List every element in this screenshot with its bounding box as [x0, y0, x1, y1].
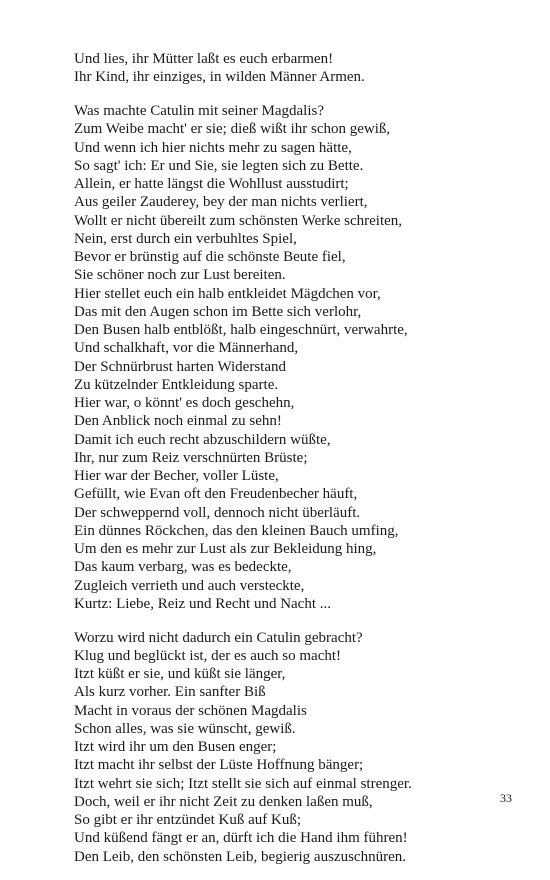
verse-line: Und wenn ich hier nichts mehr zu sagen hätte, — [74, 139, 352, 156]
verse-line: Hier war, o könnt' es doch geschehn, — [74, 395, 295, 411]
verse-line: Wollt er nicht übereilt zum schönsten Werke schreiten, — [74, 212, 403, 229]
verse-line: Worzu wird nicht dadurch ein Catulin gebracht? — [74, 629, 363, 646]
verse-line: Doch, weil er ihr nicht Zeit zu denken laßen muß, — [74, 793, 373, 810]
verse-line: Und lies, ihr Mütter laßt es euch erbarmen! — [74, 51, 334, 67]
verse-line: Hier war der Becher, voller Lüste, — [74, 468, 279, 484]
verse-line: Kurtz: Liebe, Reiz und Recht und Nacht ... — [74, 595, 332, 612]
verse-line: Das mit den Augen schon im Bette sich verlohr, — [74, 303, 362, 320]
verse-line: Ein dünnes Röckchen, das den kleinen Bauch umfing, — [74, 522, 399, 539]
verse-line: Aus geiler Zauderey, bey der man nichts verliert, — [74, 194, 368, 211]
verse-line: Nein, erst durch ein verbuhltes Spiel, — [74, 230, 297, 247]
verse-line: Ihr Kind, ihr einziges, in wilden Männer Armen. — [74, 69, 365, 86]
stanza — [74, 629, 514, 866]
verse-line: Itzt macht ihr selbst der Lüste Hoffnung bänger; — [74, 757, 364, 774]
verse-line: Den Leib, den schönsten Leib, begierig auszuschnüren. — [74, 848, 406, 865]
verse-line: Macht in voraus der schönen Magdalis — [74, 702, 307, 719]
verse-line: So sagt' ich: Er und Sie, sie legten sich zu Bette. — [74, 157, 364, 174]
verse-line: Der schweppernd voll, dennoch nicht überläuft. — [74, 504, 361, 521]
verse-line: Zum Weibe macht' er sie; dieß wißt ihr schon gewiß, — [74, 121, 391, 138]
verse-line: Schon alles, was sie wünscht, gewiß. — [74, 720, 296, 737]
verse-line: So gibt er ihr entzündet Kuß auf Kuß; — [74, 812, 302, 828]
verse-line: Das kaum verbarg, was es bedeckte, — [74, 559, 292, 576]
verse-line: Hier stellet euch ein halb entkleidet Mägdchen vor, — [74, 285, 381, 302]
verse-line: Um den es mehr zur Lust als zur Bekleidung hing, — [74, 541, 377, 557]
verse-line: Ihr, nur zum Reiz verschnürten Brüste; — [74, 449, 308, 466]
verse-line: Als kurz vorher. Ein sanfter Biß — [74, 684, 266, 701]
verse-line: Zugleich verrieth und auch versteckte, — [74, 577, 305, 594]
verse-line: Und küßend fängt er an, dürft ich die Hand ihm führen! — [74, 830, 408, 847]
stanza — [74, 50, 514, 87]
verse-line: Den Anblick noch einmal zu sehn! — [74, 413, 282, 430]
verse-line: Der Schnürbrust harten Widerstand — [74, 358, 286, 375]
verse-line: Sie schöner noch zur Lust bereiten. — [74, 267, 286, 284]
verse-line: Und schalkhaft, vor die Männerhand, — [74, 340, 299, 357]
verse-line: Zu kützelnder Entkleidung sparte. — [74, 376, 279, 393]
stanza — [74, 102, 514, 613]
poem-text — [74, 50, 514, 866]
verse-line: Itzt küßt er sie, und küßt sie länger, — [74, 666, 286, 682]
verse-line: Den Busen halb entblößt, halb eingeschnürt, verwahrte, — [74, 322, 408, 338]
verse-line: Was machte Catulin mit seiner Magdalis? — [74, 103, 324, 119]
page-number: 33 — [500, 791, 512, 805]
verse-line: Itzt wehrt sie sich; Itzt stellt sie sich auf einmal strenger. — [74, 775, 412, 792]
verse-line: Allein, er hatte längst die Wohllust ausstudirt; — [74, 176, 349, 192]
verse-line: Gefüllt, wie Evan oft den Freudenbecher häuft, — [74, 486, 358, 503]
verse-line: Damit ich euch recht abzuschildern wüßte, — [74, 431, 331, 448]
verse-line: Itzt wird ihr um den Busen enger; — [74, 739, 277, 755]
verse-line: Klug und beglückt ist, der es auch so macht! — [74, 647, 342, 664]
verse-line: Bevor er brünstig auf die schönste Beute fiel, — [74, 249, 346, 265]
